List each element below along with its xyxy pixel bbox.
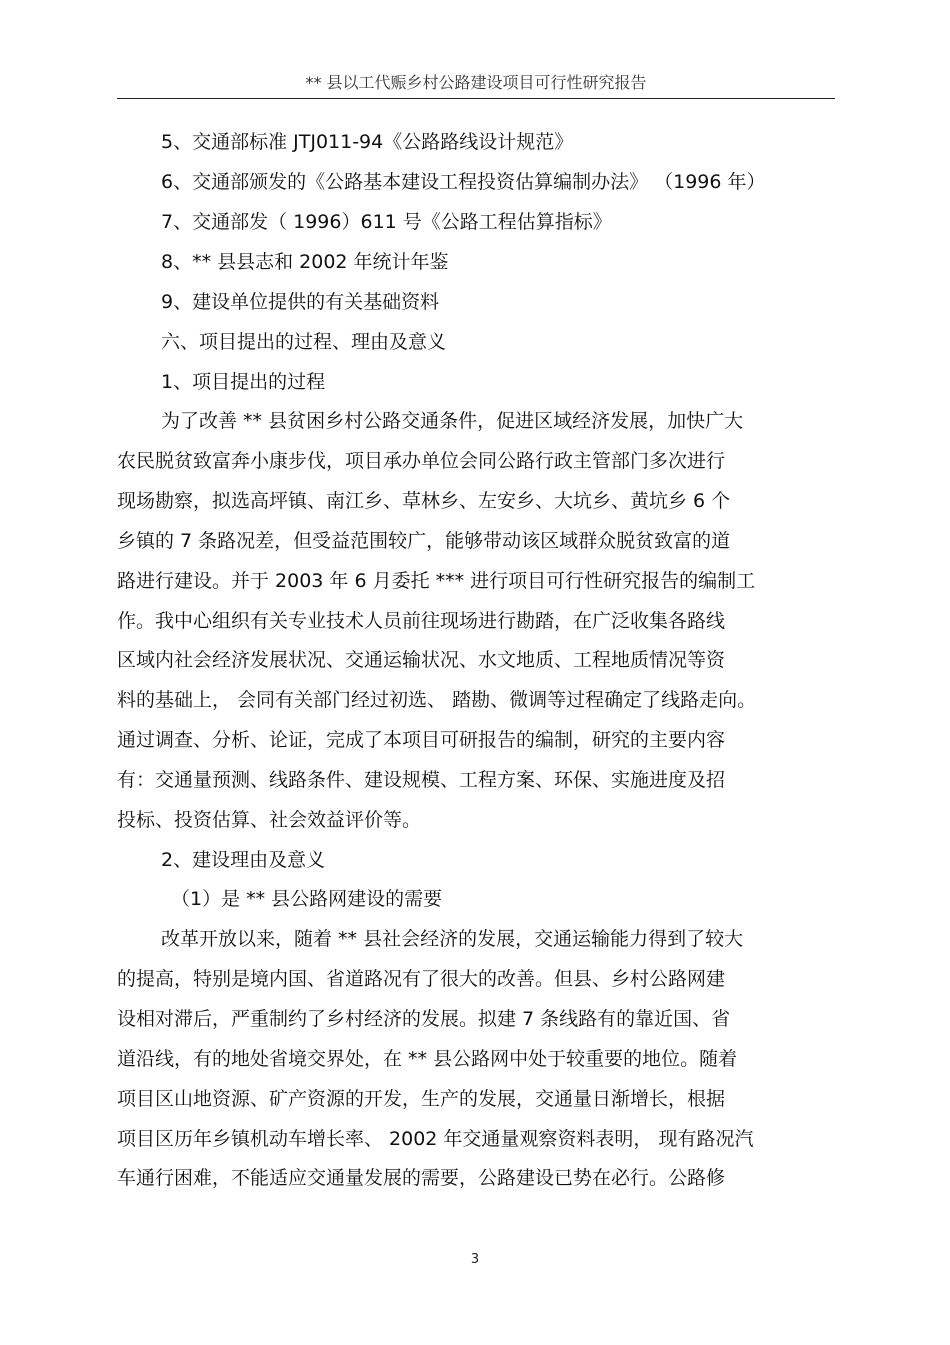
running-header-title: ** 县以工代赈乡村公路建设项目可行性研究报告 <box>305 73 647 92</box>
subsection-heading: 1、项目提出的过程 <box>161 371 326 393</box>
paragraph-line: 有：交通量预测、线路条件、建设规模、工程方案、环保、实施进度及招 <box>117 769 726 791</box>
paragraph-line: 道沿线，有的地处省境交界处，在 ** 县公路网中处于较重要的地位。随着 <box>117 1048 738 1070</box>
paragraph-line: 为了改善 ** 县贫困乡村公路交通条件，促进区域经济发展，加快广大 <box>161 410 744 432</box>
paragraph-line: 作。我中心组织有关专业技术人员前往现场进行勘踏，在广泛收集各路线 <box>117 610 726 632</box>
paragraph-line: 通过调查、分析、论证，完成了本项目可研报告的编制，研究的主要内容 <box>117 729 726 751</box>
reference-item-5: 5、交通部标准 JTJ011-94《公路路线设计规范》 <box>161 131 574 153</box>
paragraph-line: 路进行建设。并于 2003 年 6 月委托 *** 进行项目可行性研究报告的编制工 <box>117 570 756 592</box>
reference-item-7: 7、交通部发（ 1996）611 号《公路工程估算指标》 <box>161 211 612 233</box>
section-heading: 六、项目提出的过程、理由及意义 <box>161 331 447 353</box>
paragraph-line: 改革开放以来，随着 ** 县社会经济的发展，交通运输能力得到了较大 <box>161 928 744 950</box>
paragraph-line: 车通行困难，不能适应交通量发展的需要，公路建设已势在必行。公路修 <box>117 1167 726 1189</box>
paragraph-line: 投标、投资估算、社会效益评价等。 <box>117 809 422 831</box>
reference-item-9: 9、建设单位提供的有关基础资料 <box>161 291 440 313</box>
paragraph-line: 项目区历年乡镇机动车增长率、 2002 年交通量观察资料表明， 现有路况汽 <box>117 1128 754 1150</box>
paragraph-line: 区域内社会经济发展状况、交通运输状况、水文地质、工程地质情况等资 <box>117 649 726 671</box>
paragraph-line: 乡镇的 7 条路况差，但受益范围较广，能够带动该区域群众脱贫致富的道 <box>117 530 731 552</box>
paragraph-line: 项目区山地资源、矿产资源的开发，生产的发展，交通量日渐增长，根据 <box>117 1088 726 1110</box>
paragraph-line: 料的基础上， 会同有关部门经过初选、 踏勘、微调等过程确定了线路走向。 <box>117 689 757 711</box>
running-header <box>117 70 835 99</box>
paragraph-line: 农民脱贫致富奔小康步伐，项目承办单位会同公路行政主管部门多次进行 <box>117 450 726 472</box>
reference-item-8: 8、** 县县志和 2002 年统计年鉴 <box>161 251 449 273</box>
paragraph-line: 的提高，特别是境内国、省道路况有了很大的改善。但县、乡村公路网建 <box>117 968 726 990</box>
paragraph-line: 设相对滞后，严重制约了乡村经济的发展。拟建 7 条线路有的靠近国、省 <box>117 1008 731 1030</box>
reference-item-6: 6、交通部颁发的《公路基本建设工程投资估算编制办法》 （1996 年） <box>161 171 766 193</box>
subsection-heading: 2、建设理由及意义 <box>161 849 326 871</box>
paragraph-line: 现场勘察，拟选高坪镇、南江乡、草林乡、左安乡、大坑乡、黄坑乡 6 个 <box>117 490 731 512</box>
page-number: 3 <box>470 1252 480 1267</box>
sub-subsection-heading: （1）是 ** 县公路网建设的需要 <box>171 888 443 910</box>
